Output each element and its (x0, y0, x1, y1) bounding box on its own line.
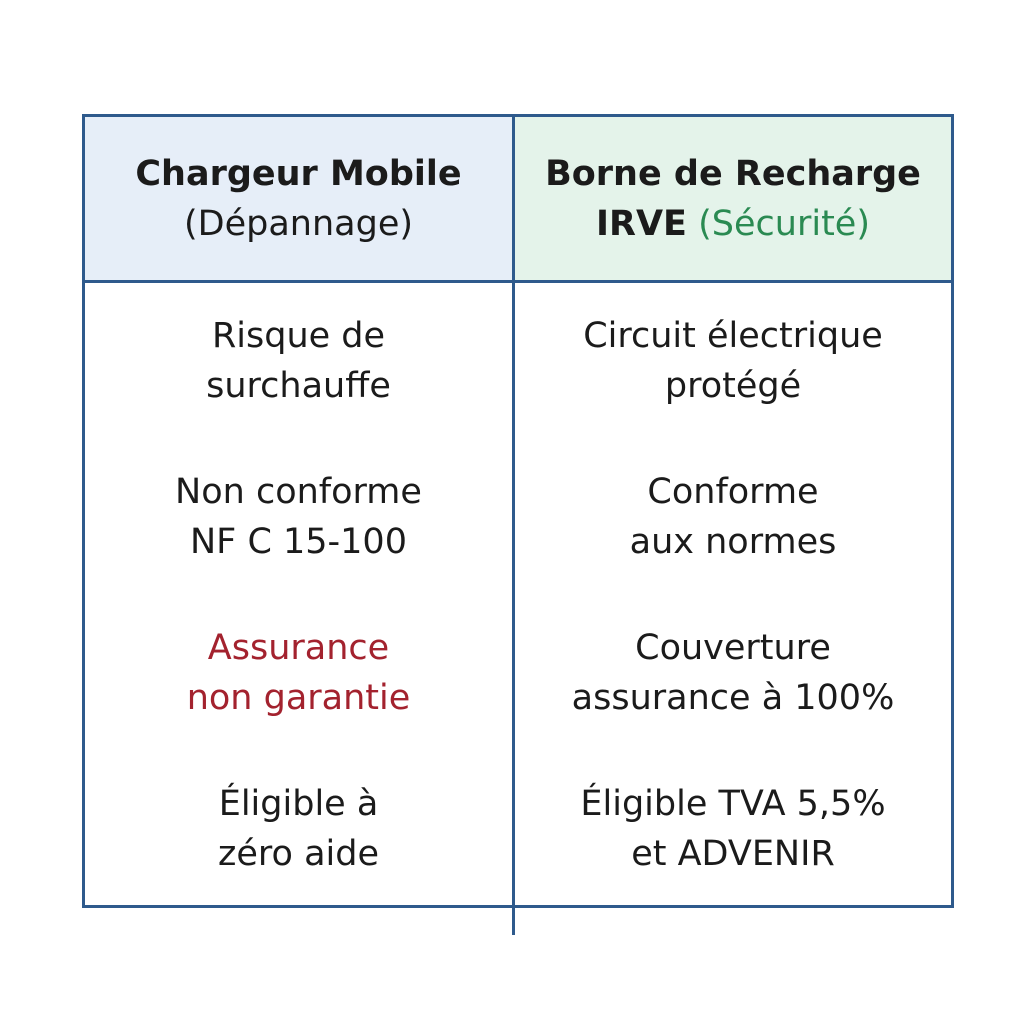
header-right-irve: IRVE (596, 203, 687, 244)
cell-circuit-protege (515, 311, 951, 467)
cell-conforme-normes (515, 467, 951, 623)
cell-line: surchauffe (206, 366, 391, 406)
cell-line: protégé (664, 366, 802, 406)
cell-couverture-assurance (515, 623, 951, 779)
cell-line: zéro aide (218, 834, 379, 874)
cell-eligible-tva-advenir (515, 779, 951, 935)
cell-line: Couverture (635, 628, 831, 668)
header-borne-recharge (515, 117, 951, 283)
cell-line: Conforme (647, 472, 819, 512)
header-chargeur-mobile (85, 117, 515, 283)
cell-line: et ADVENIR (631, 834, 835, 874)
header-left-subtitle: (Dépannage) (183, 203, 414, 244)
header-left-title: Chargeur Mobile (135, 153, 462, 194)
cell-risque-surchauffe (85, 311, 512, 467)
cell-eligible-zero-aide (85, 779, 512, 935)
cell-line: Non conforme (175, 472, 422, 512)
header-right-securite: (Sécurité) (698, 203, 870, 244)
cell-line: assurance à 100% (571, 678, 895, 718)
cell-line: Éligible à (218, 784, 379, 824)
cell-line: Circuit électrique (583, 316, 883, 356)
cell-line: Risque de (211, 316, 386, 356)
comparison-table (82, 114, 954, 908)
column-borne-recharge (515, 283, 951, 935)
cell-line: non garantie (186, 678, 411, 718)
header-right-title: Borne de Recharge (545, 153, 921, 194)
cell-assurance-non-garantie (85, 623, 512, 779)
cell-line: Éligible TVA 5,5% (580, 784, 886, 824)
column-chargeur-mobile (85, 283, 515, 935)
cell-line: NF C 15-100 (190, 522, 407, 562)
cell-line: Assurance (207, 628, 390, 668)
cell-line: aux normes (629, 522, 837, 562)
header-right-subtitle-line (596, 199, 870, 249)
cell-non-conforme (85, 467, 512, 623)
